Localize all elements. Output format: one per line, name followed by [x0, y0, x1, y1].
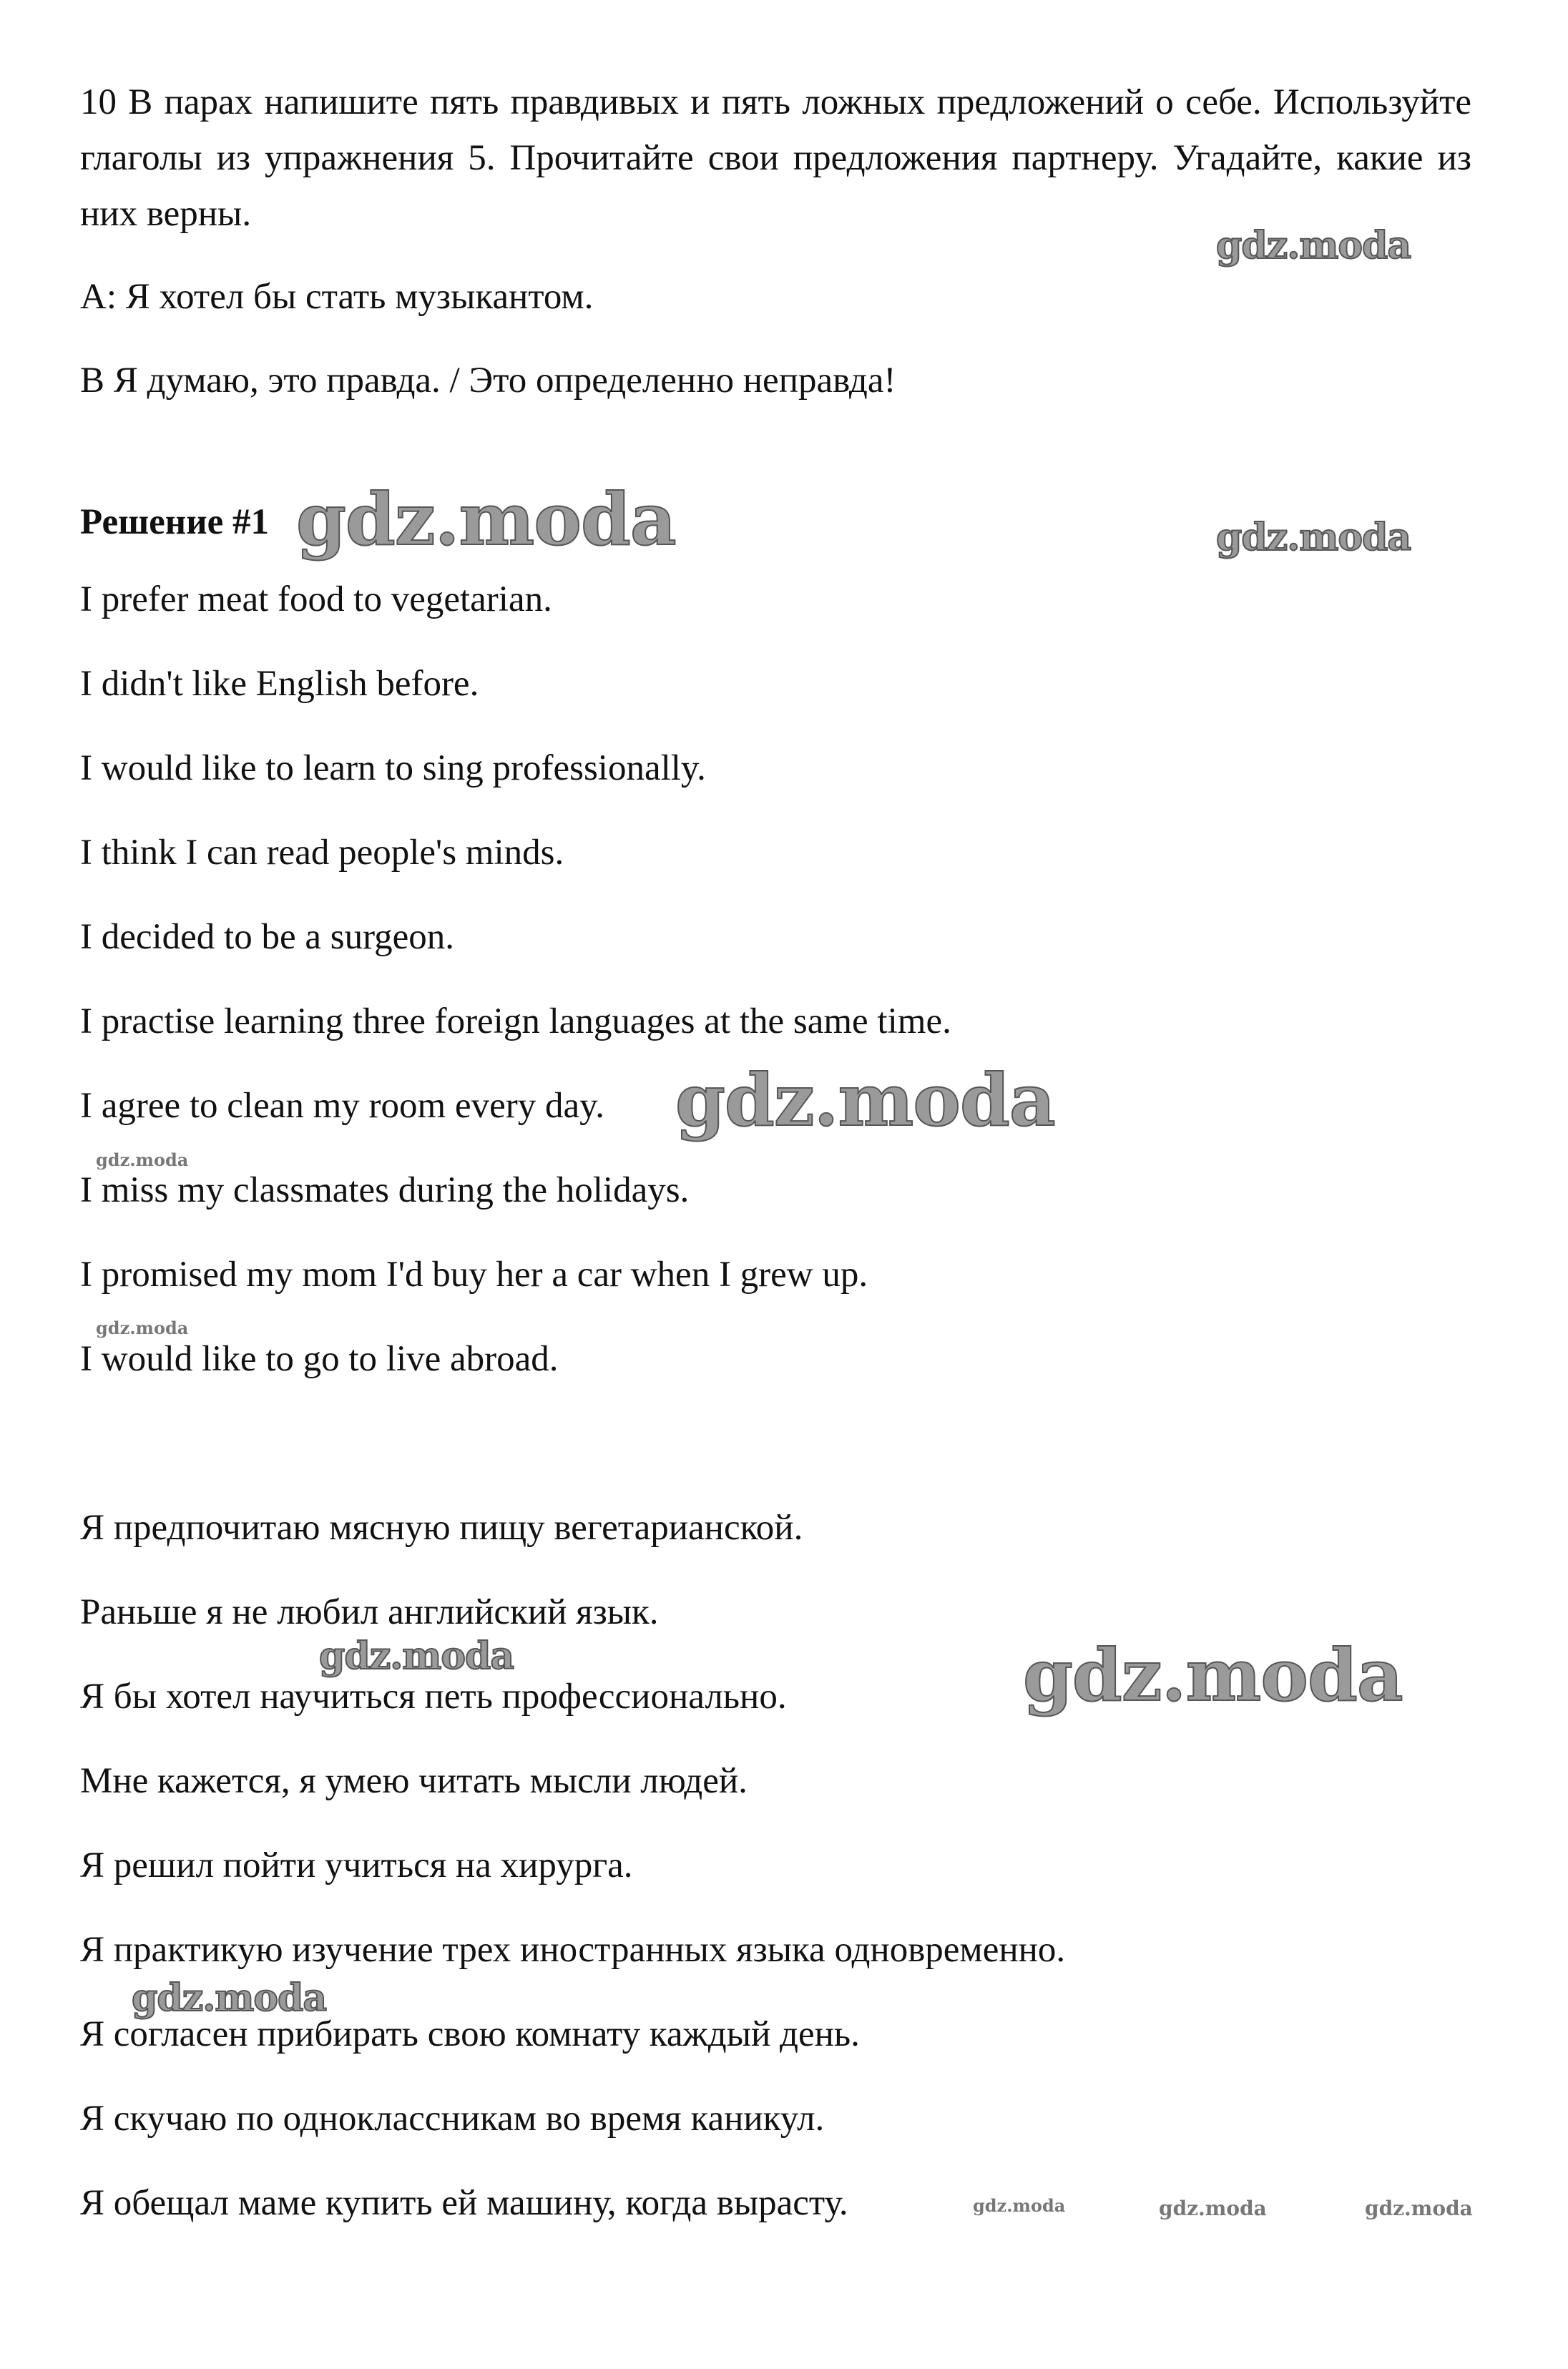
russian-sentence: Я практикую изучение трех иностранных языка одновременно.	[80, 1930, 1066, 1970]
solution-heading: Решение #1	[80, 502, 269, 542]
russian-sentence: Я скучаю по одноклассникам во время каникул.	[80, 2099, 825, 2139]
watermark: gdz.moda	[1216, 224, 1411, 268]
english-sentence: I agree to clean my room every day.	[80, 1086, 605, 1126]
watermark: gdz.moda	[1159, 2197, 1267, 2220]
russian-sentence: Я предпочитаю мясную пищу вегетарианской.	[80, 1508, 803, 1548]
dialogue-line-b: B Я думаю, это правда. / Это определенно неправда!	[80, 360, 896, 401]
watermark: gdz.moda	[96, 1318, 189, 1338]
russian-sentence: Я бы хотел научиться петь профессионально.	[80, 1677, 787, 1717]
english-sentence: I decided to be a surgeon.	[80, 917, 455, 957]
watermark: gdz.moda	[1365, 2197, 1473, 2220]
russian-sentence: Я решил пойти учиться на хирурга.	[80, 1845, 633, 1885]
task-text: 10 В парах напишите пять правдивых и пять ложных предложений о себе. Используйте глаголы из упражнения 5. Прочитайте свои предложения партнеру. Угадайте, какие из них верны.	[80, 82, 1471, 234]
english-sentence: I didn't like English before.	[80, 664, 479, 704]
english-sentence: I would like to learn to sing professionally.	[80, 748, 706, 788]
english-sentence: I miss my classmates during the holidays.	[80, 1170, 690, 1210]
dialogue-line-a: A: Я хотел бы стать музыкантом.	[80, 277, 594, 317]
russian-sentence: Я согласен прибирать свою комнату каждый день.	[80, 2014, 860, 2054]
watermark: gdz.moda	[132, 1976, 327, 2020]
watermark: gdz.moda	[1216, 516, 1411, 559]
watermark: gdz.moda	[675, 1058, 1055, 1142]
watermark: gdz.moda	[1023, 1633, 1403, 1717]
russian-sentence: Я обещал маме купить ей машину, когда вырасту.	[80, 2183, 848, 2223]
watermark: gdz.moda	[96, 1149, 189, 1170]
english-sentence: I promised my mom I'd buy her a car when I grew up.	[80, 1255, 868, 1295]
watermark: gdz.moda	[296, 477, 676, 561]
watermark: gdz.moda	[319, 1634, 514, 1678]
english-sentence: I think I can read people's minds.	[80, 833, 564, 873]
watermark: gdz.moda	[973, 2195, 1066, 2216]
russian-sentence: Раньше я не любил английский язык.	[80, 1592, 659, 1632]
russian-sentence: Мне кажется, я умею читать мысли людей.	[80, 1761, 748, 1801]
english-sentence: I practise learning three foreign languages at the same time.	[80, 1001, 951, 1041]
english-sentence: I would like to go to live abroad.	[80, 1339, 559, 1379]
english-sentence: I prefer meat food to vegetarian.	[80, 579, 552, 619]
